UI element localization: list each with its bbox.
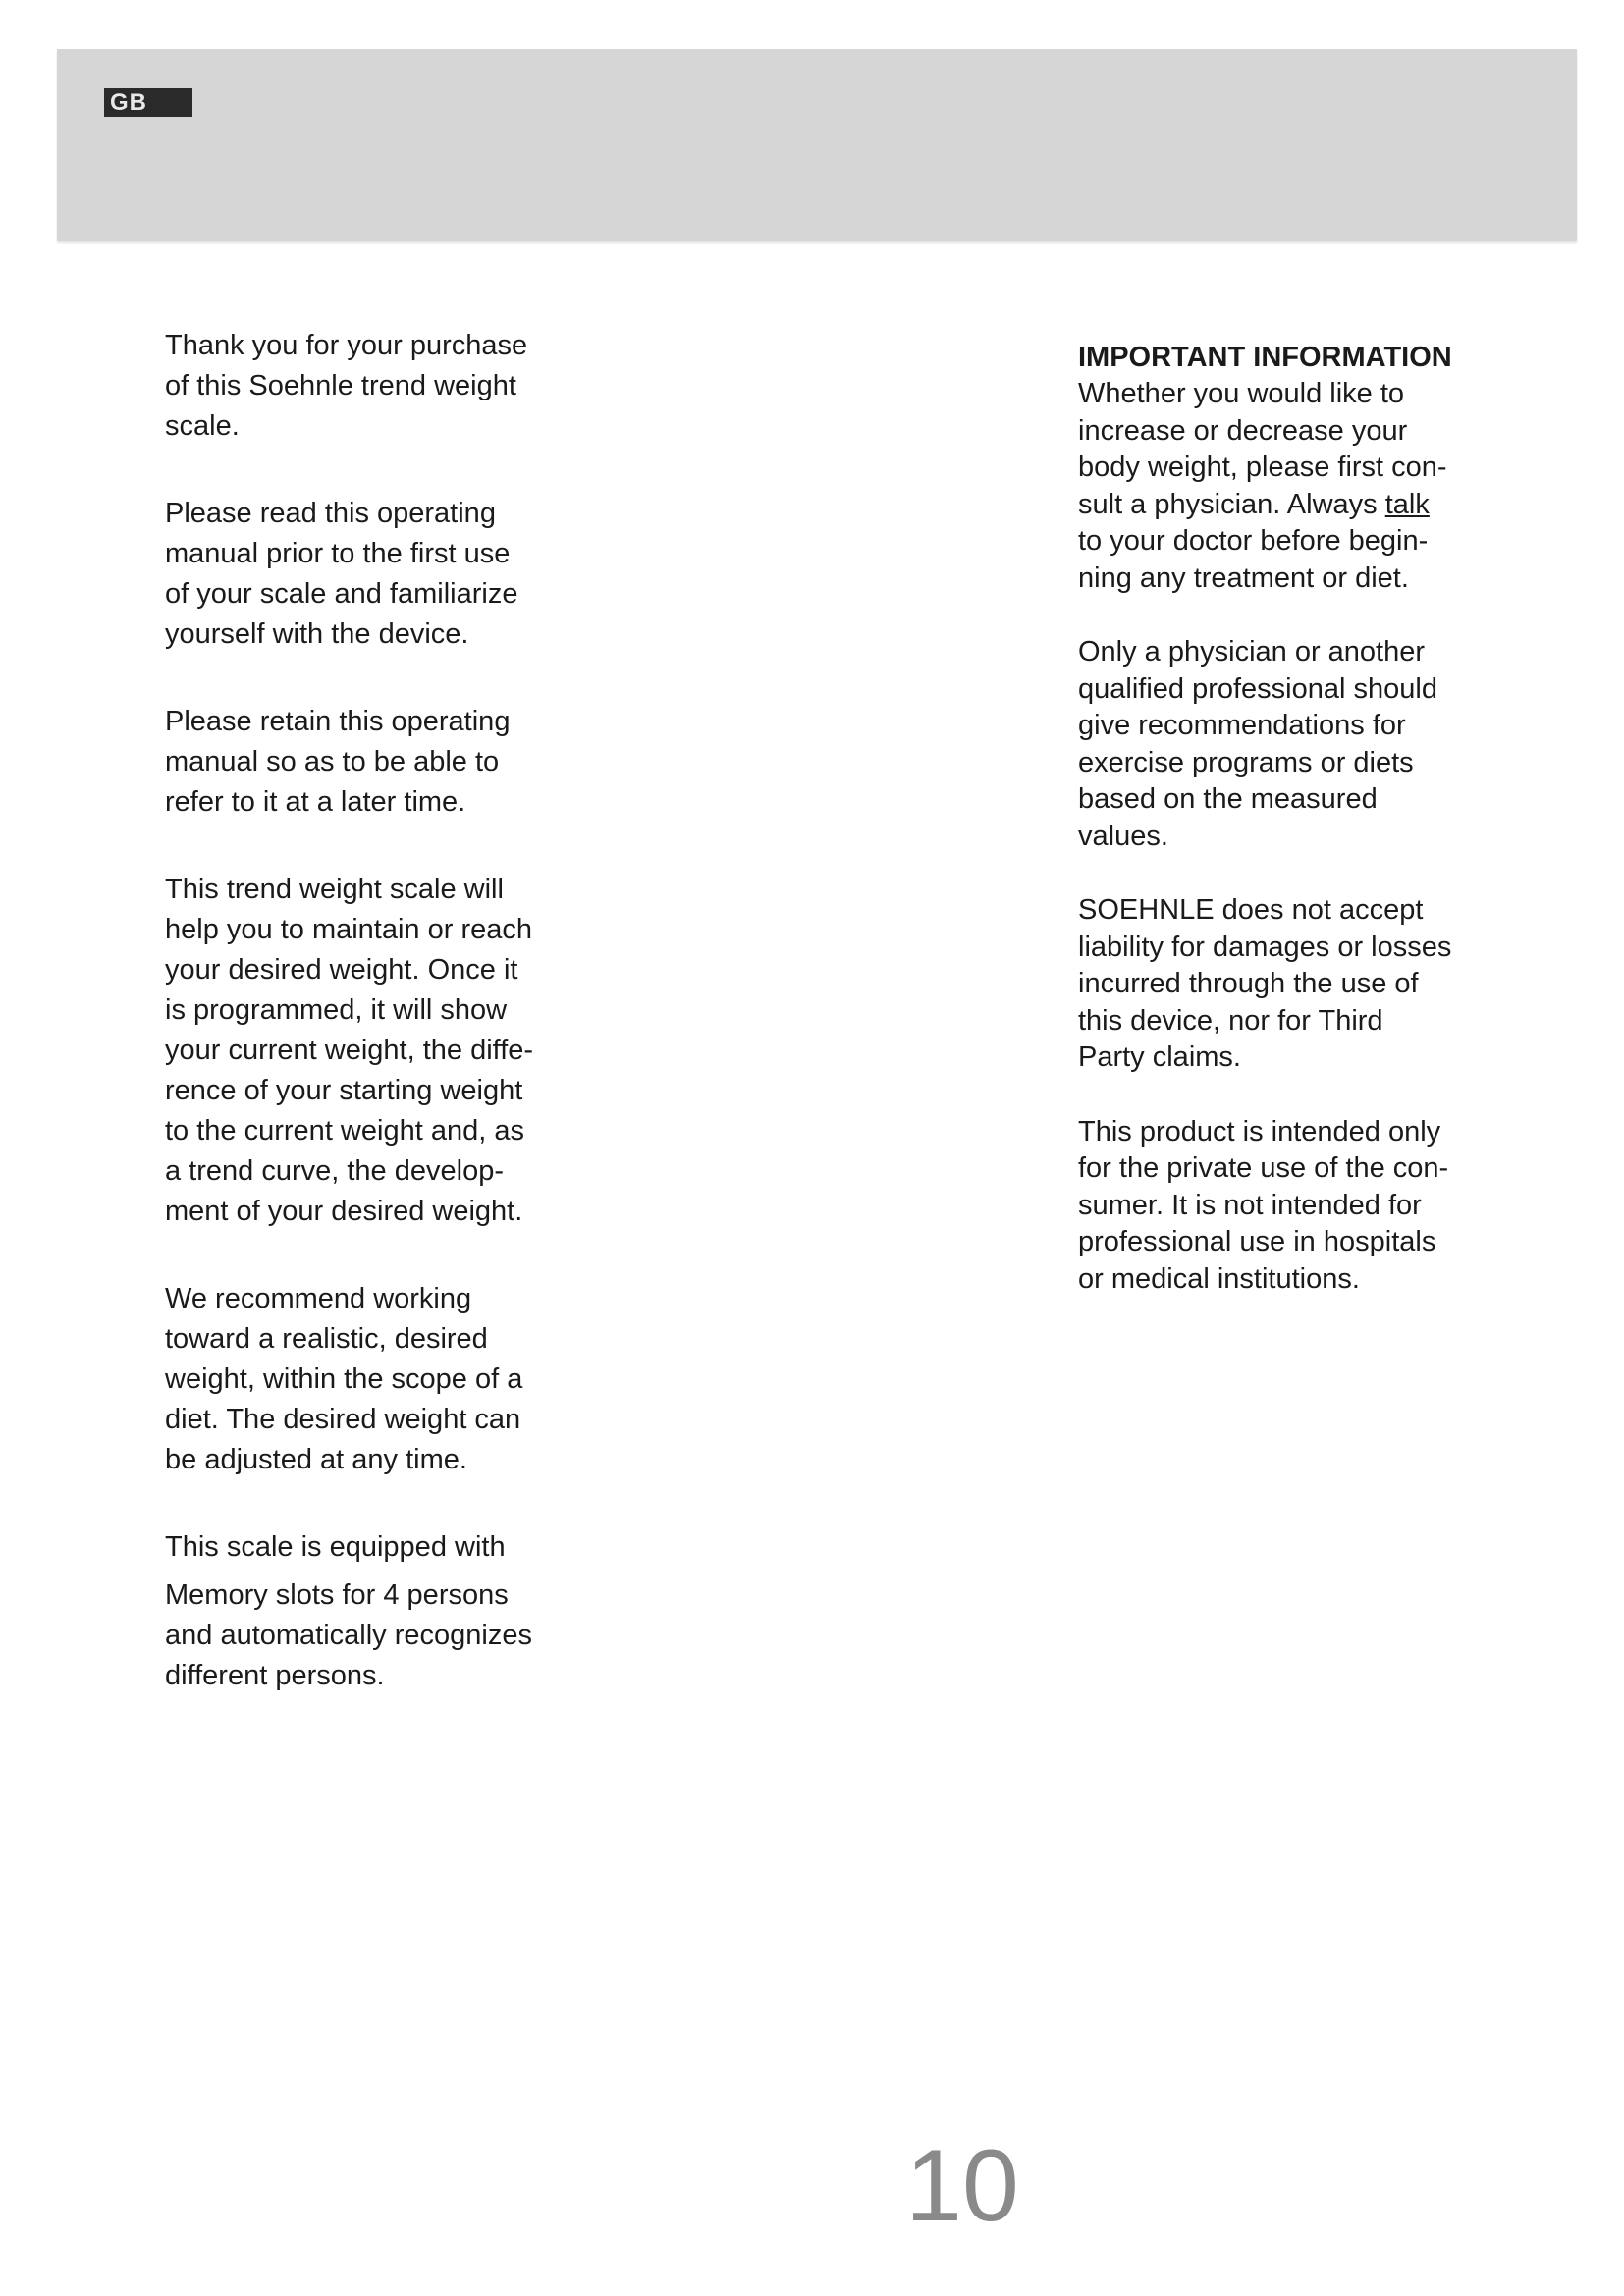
language-badge-label: GB (110, 88, 147, 116)
qualified-professional-paragraph: Only a physician or another qualified professional should give recommendations for exercise programs or diets based on the measured values. (1078, 636, 1437, 852)
liability-paragraph: SOEHNLE does not accept liability for damages or losses incurred through the use of this device, nor for Third Party claims. (1078, 894, 1452, 1073)
physician-consult-text-start: Whether you would like to increase or decrease your body weight, please first con- sult a physician. Always (1078, 378, 1447, 520)
scale-function-paragraph: This trend weight scale will help you to maintain or reach your desired weight. Once it is programmed, it will show your current weight, the diffe- rence of your starting weight to the current weight and, as a trend curve, the develop- ment of your desired weight. (165, 874, 534, 1227)
equipment-paragraph: This scale is equipped with (165, 1531, 506, 1563)
private-use-paragraph: This product is intended only for the private use of the con- sumer. It is not intended for professional use in hospitals or medical institutions. (1078, 1115, 1449, 1295)
left-column (165, 326, 597, 1743)
talk-underlined-word: talk (1384, 488, 1430, 520)
header-band (57, 49, 1577, 241)
language-badge (104, 88, 192, 117)
important-information-heading: IMPORTANT INFORMATION (1078, 342, 1452, 373)
physician-consult-text-end: to your doctor before begin- ning any treatment or diet. (1078, 525, 1429, 594)
memory-slots-paragraph: Memory slots for 4 persons and automatically recognizes different persons. (165, 1579, 532, 1691)
retain-manual-paragraph: Please retain this operating manual so as to be able to refer to it at a later time. (165, 706, 511, 818)
physician-consult-paragraph (1078, 376, 1490, 597)
intro-paragraph: Thank you for your purchase of this Soehnle trend weight scale. (165, 330, 528, 442)
right-column (1078, 339, 1490, 1335)
read-manual-paragraph: Please read this operating manual prior to the first use of your scale and familiarize yourself with the device. (165, 498, 518, 650)
recommendation-paragraph: We recommend working toward a realistic, desired weight, within the scope of a diet. The desired weight can be adjusted at any time. (165, 1283, 523, 1475)
page-number: 10 (905, 2129, 1019, 2243)
